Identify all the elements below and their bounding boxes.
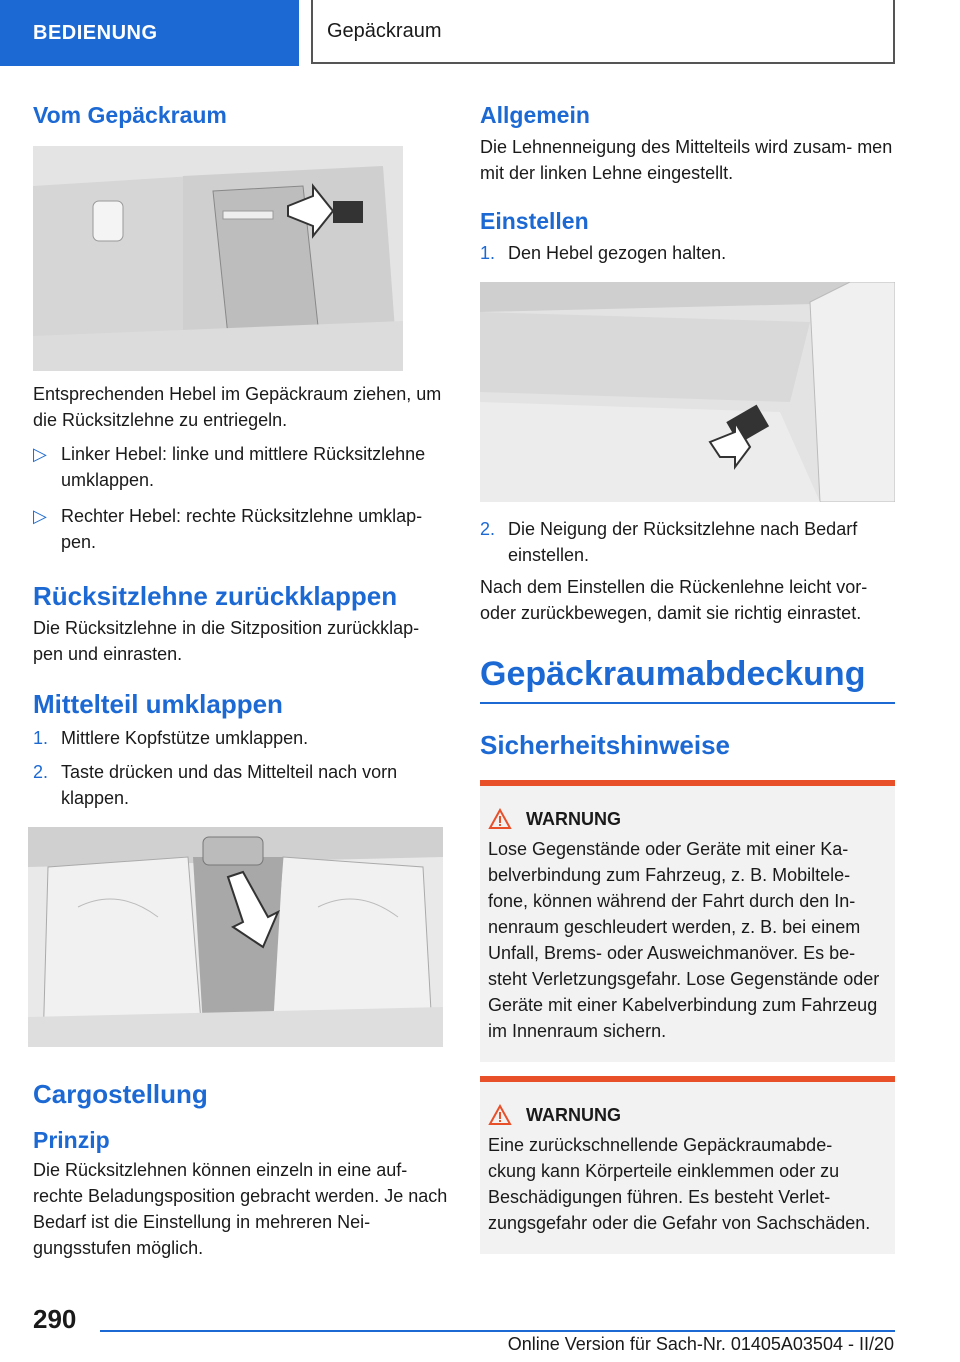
warning-triangle-icon (488, 1104, 512, 1126)
header-section: BEDIENUNG (0, 0, 299, 66)
step-text: Taste drücken und das Mittelteil nach vorn klappen. (61, 762, 398, 808)
paragraph-zurueckklappen: Die Rücksitzlehne in die Sitzposition zurückklap‐ pen und einrasten. (33, 618, 420, 664)
heading-einstellen: Einstellen (480, 208, 589, 234)
step-text: Mittlere Kopfstütze umklappen. (61, 728, 309, 748)
step-text: Den Hebel gezogen halten. (508, 243, 727, 263)
heading-sicherheitshinweise: Sicherheitshinweise (480, 730, 730, 760)
list-item (480, 516, 895, 568)
heading-mittelteil-umklappen: Mittelteil umklappen (33, 689, 283, 719)
seat-lever-illustration (480, 282, 895, 502)
list-item (33, 503, 448, 555)
paragraph-prinzip: Die Rücksitzlehnen können einzeln in eine auf‐ rechte Beladungsposition gebracht werden. Je nach Bedarf ist die Einstellung in mehreren Nei‐ gungsstufen möglich. (33, 1160, 448, 1258)
list-item (33, 441, 448, 493)
list-item (480, 240, 895, 266)
heading-cargostellung: Cargostellung (33, 1079, 208, 1109)
right-column (480, 100, 895, 1254)
heading-gepaeckraumabdeckung: Gepäckraumabdeckung (480, 655, 866, 693)
paragraph-einrasten: Nach dem Einstellen die Rückenlehne leicht vor‐ oder zurückbewegen, damit sie richtig einrastet. (480, 577, 868, 623)
step-text: Die Neigung der Rücksitzlehne nach Bedarf einstellen. (508, 519, 858, 565)
header-chapter: Gepäckraum (311, 0, 895, 64)
step-number: 1. (480, 243, 496, 263)
triangle-bullet-icon: ▷ (33, 444, 47, 464)
heading-vom-gepaeckraum: Vom Gepäckraum (33, 102, 227, 128)
step-number: 2. (480, 519, 496, 539)
footer-version: Online Version für Sach-Nr. 01405A03504 - II/20 (507, 1334, 894, 1354)
warning-box-2 (480, 1076, 895, 1254)
paragraph-hebel: Entsprechenden Hebel im Gepäckraum ziehen, um die Rücksitzlehne zu entriegeln. (33, 384, 442, 430)
warning-title-text: WARNUNG (526, 808, 621, 829)
warning-text: Lose Gegenstände oder Geräte mit einer Ka‐ belverbindung zum Fahrzeug, z. B. Mobiltele‐ fone, können während der Fahrt durch den In‐ nenraum geschleudert werden, z. B. bei einem Unfall, Brems- oder Ausweichmanöver. Es be‐ steht Verletzungsgefahr. Lose Gegenstände oder Geräte mit einer Kabelverbindung zum Fahrzeug im Innenraum sichern. (488, 839, 880, 1041)
bullet-text: Rechter Hebel: rechte Rücksitzlehne umklap‐ pen. (61, 506, 423, 552)
trunk-lever-illustration (33, 146, 403, 371)
paragraph-allgemein: Die Lehnenneigung des Mittelteils wird zusam‐ men mit der linken Lehne eingestellt. (480, 137, 893, 183)
step-number: 1. (33, 728, 49, 748)
heading-ruecksitzlehne-zurueckklappen: Rücksitzlehne zurückklappen (33, 581, 398, 611)
triangle-bullet-icon: ▷ (33, 506, 47, 526)
footer-divider (100, 1330, 895, 1332)
list-item (33, 759, 448, 811)
step-list (33, 725, 448, 811)
step-number: 2. (33, 762, 49, 782)
warning-text: Eine zurückschnellende Gepäckraumabde‐ ckung kann Körperteile einklemmen oder zu Beschädigungen führen. Es besteht Verlet‐ zungsgefahr oder die Gefahr von Sachschäden. (488, 1135, 871, 1233)
heading-allgemein: Allgemein (480, 102, 590, 128)
warning-title (488, 808, 881, 830)
list-item (33, 725, 448, 751)
warning-title (488, 1104, 881, 1126)
rear-seat-illustration (28, 827, 443, 1047)
bullet-text: Linker Hebel: linke und mittlere Rücksitzlehne umklappen. (61, 444, 426, 490)
page-number: 290 (33, 1304, 77, 1334)
warning-title-text: WARNUNG (526, 1104, 621, 1125)
heading-prinzip: Prinzip (33, 1127, 110, 1153)
warning-triangle-icon (488, 808, 512, 830)
left-column (33, 100, 448, 1261)
warning-box-1 (480, 780, 895, 1062)
heading-underline (480, 702, 895, 704)
bullet-list (33, 441, 448, 555)
